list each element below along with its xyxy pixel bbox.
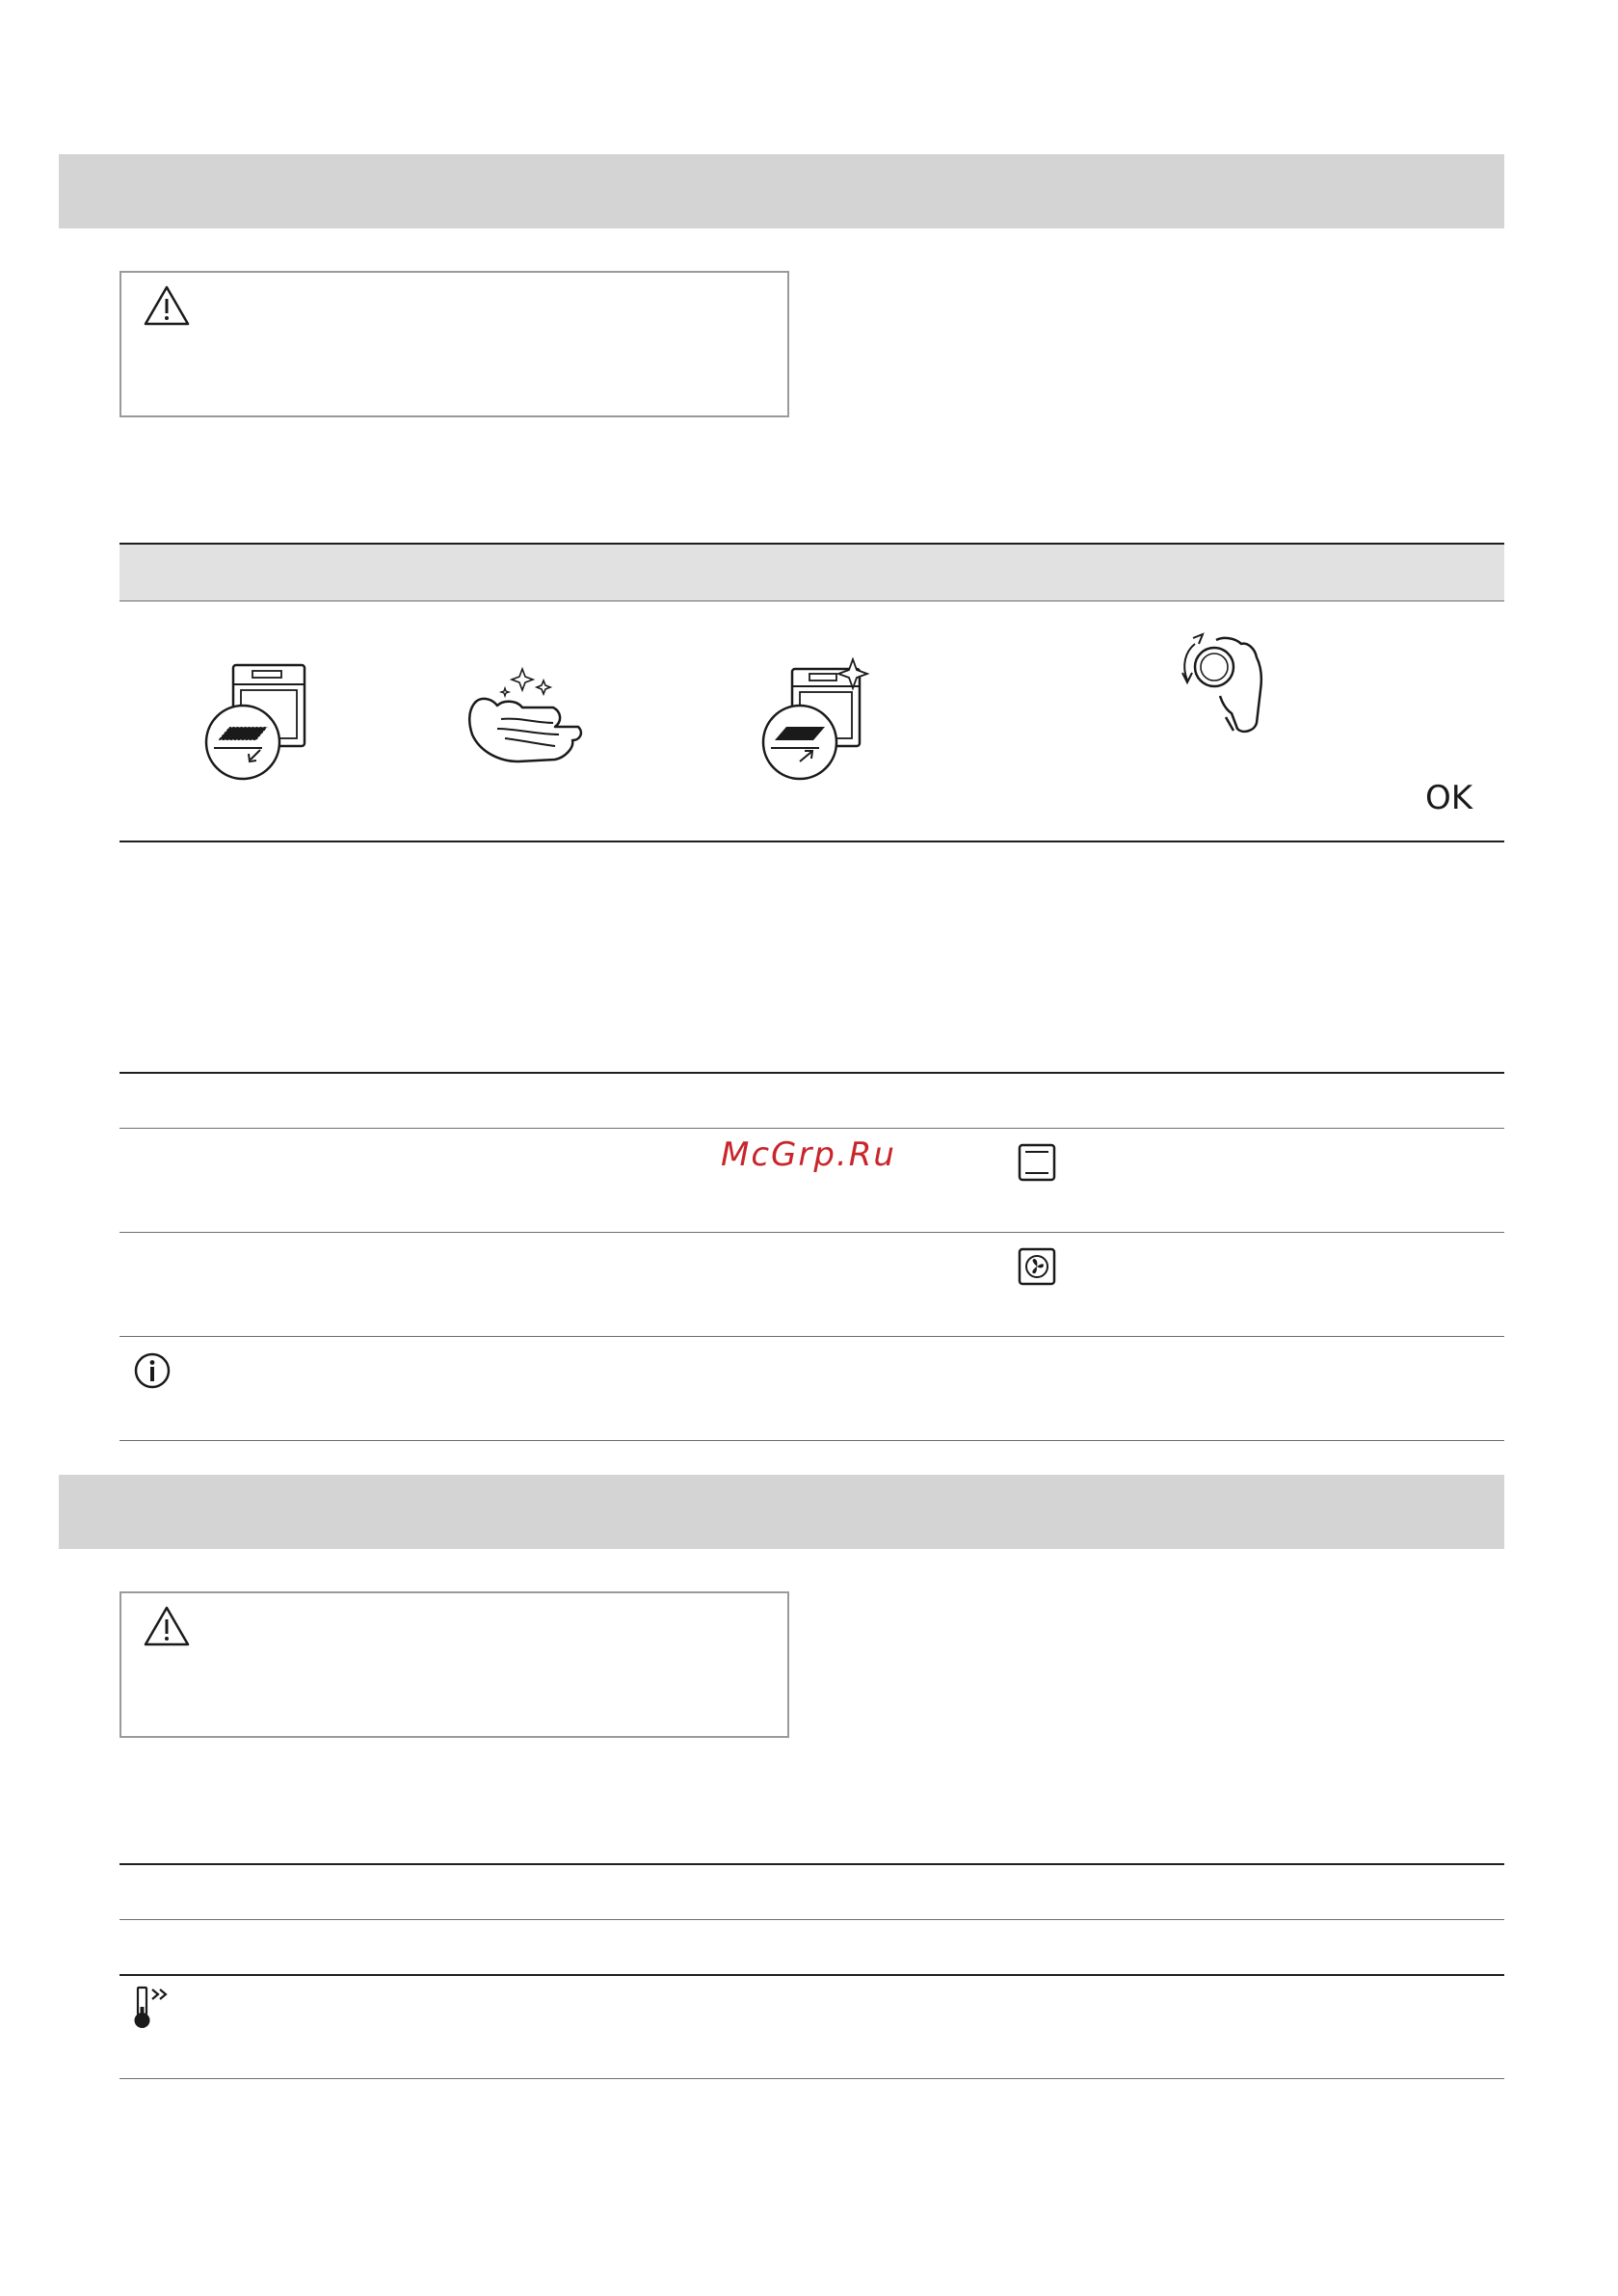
functions-table-bottom-rule [119,1440,1504,1441]
oven-remove-shelf-icon [199,661,310,781]
functions-row-rule-2 [119,1336,1504,1337]
oven-insert-shelf-icon [757,657,873,781]
hand-turn-knob-icon [1168,617,1278,738]
table-top-rule [119,543,1504,545]
functions-header-rule [119,1128,1504,1129]
warning-triangle-icon [143,1605,191,1647]
warning-box-1 [119,271,789,417]
functions-table-top-rule [119,1072,1504,1074]
table-header-bar [119,543,1504,601]
info-icon [133,1351,172,1390]
section2-row-rule [119,1974,1504,1976]
section2-table-top-rule [119,1863,1504,1865]
fan-heating-icon [1018,1247,1056,1286]
section-header-band-2 [59,1475,1504,1549]
functions-row-rule-1 [119,1232,1504,1233]
conventional-heating-icon [1018,1143,1056,1182]
thermometer-fast-heat-icon [131,1984,177,2032]
table-bottom-rule [119,841,1504,842]
watermark: McGrp.Ru [721,1135,896,1174]
ok-label: OK [1425,779,1473,817]
section2-header-rule [119,1919,1504,1920]
cloth-clean-hand-icon [463,665,588,771]
warning-box-2 [119,1591,789,1738]
section-header-band-1 [59,154,1504,228]
warning-triangle-icon [143,284,191,327]
section2-table-bottom-rule [119,2078,1504,2079]
